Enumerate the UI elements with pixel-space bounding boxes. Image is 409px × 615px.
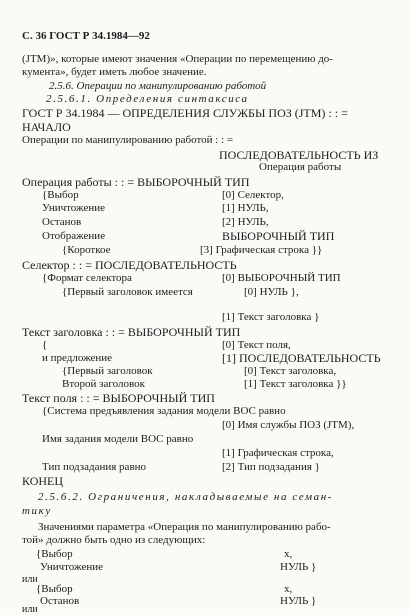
section-heading: 2.5.6.1. Определения синтаксиса <box>46 93 249 105</box>
syntax-line: [1] НУЛЬ, <box>222 202 269 214</box>
syntax-line: Операция работы <box>259 161 342 173</box>
syntax-line: Операции по манипулированию работой : : = <box>22 134 234 146</box>
syntax-line: Уничтожение <box>42 202 106 214</box>
syntax-line: {Выбор <box>36 548 73 560</box>
syntax-line: ГОСТ Р 34.1984 — ОПРЕДЕЛЕНИЯ СЛУЖБЫ ПОЗ (JTM) : : = <box>22 106 348 120</box>
syntax-line: Селектор : : = ПОСЛЕДОВАТЕЛЬНОСТЬ <box>22 258 237 272</box>
syntax-line: [0] Текст заголовка, <box>244 365 337 377</box>
syntax-line: {Первый заголовок <box>62 365 153 377</box>
syntax-line: {Формат селектора <box>42 272 132 284</box>
text-line: кумента», будет иметь любое значение. <box>22 66 207 78</box>
syntax-line: [1] Графическая строка, <box>222 447 334 459</box>
syntax-line: Останов <box>42 216 82 228</box>
syntax-line: Текст поля : : = ВЫБОРОЧНЫЙ ТИП <box>22 391 215 405</box>
syntax-line: x, <box>284 548 293 560</box>
syntax-line: [0] Имя службы ПОЗ (JTM), <box>222 419 355 431</box>
text-line: Значениями параметра «Операция по манипулированию рабо- <box>38 521 331 533</box>
syntax-line: {Первый заголовок имеется <box>62 286 193 298</box>
syntax-line: [0] Текст поля, <box>222 339 291 351</box>
syntax-line: Операция работы : : = ВЫБОРОЧНЫЙ ТИП <box>22 175 250 189</box>
syntax-line: [1] Текст заголовка }} <box>244 378 347 390</box>
syntax-line: Останов <box>40 595 80 607</box>
syntax-line: Отображение <box>42 230 106 242</box>
syntax-line: НУЛЬ } <box>280 595 317 607</box>
syntax-line: ВЫБОРОЧНЫЙ ТИП <box>222 229 335 243</box>
syntax-line: [1] Текст заголовка } <box>222 311 320 323</box>
syntax-line: КОНЕЦ <box>22 474 64 488</box>
syntax-line: [2] Тип подзадания } <box>222 461 320 473</box>
syntax-line: или <box>22 604 38 615</box>
syntax-line: НУЛЬ } <box>280 561 317 573</box>
syntax-line: [0] ВЫБОРОЧНЫЙ ТИП <box>222 272 341 284</box>
section-heading: 2.5.6.2. Ограничения, накладываемые на семан- <box>38 491 334 503</box>
syntax-line: [1] ПОСЛЕДОВАТЕЛЬНОСТЬ <box>222 351 381 365</box>
syntax-line: или <box>22 574 38 585</box>
syntax-line: [3] Графическая строка }} <box>200 244 323 256</box>
text-line: той» должно быть одно из следующих: <box>22 534 206 546</box>
syntax-line: [0] НУЛЬ }, <box>244 286 299 298</box>
page-header: С. 36 ГОСТ Р 34.1984—92 <box>22 30 150 42</box>
syntax-line: {Система предъявления задания модели ВОС равно <box>42 405 286 417</box>
syntax-line: ПОСЛЕДОВАТЕЛЬНОСТЬ ИЗ <box>219 148 379 162</box>
section-heading: 2.5.6. Операции по манипулированию работой <box>49 80 267 92</box>
syntax-line: Второй заголовок <box>62 378 145 390</box>
syntax-line: [2] НУЛЬ, <box>222 216 269 228</box>
text-line: (JTM)», которые имеют значения «Операции по перемещению до- <box>22 53 333 65</box>
syntax-line: Имя задания модели ВОС равно <box>42 433 194 445</box>
syntax-line: Текст заголовка : : = ВЫБОРОЧНЫЙ ТИП <box>22 325 241 339</box>
syntax-line: Уничтожение <box>40 561 104 573</box>
syntax-line: и предложение <box>42 352 113 364</box>
section-heading: тику <box>22 505 52 517</box>
syntax-line: {Выбор <box>42 189 79 201</box>
syntax-line: x, <box>284 583 293 595</box>
syntax-line: Тип подзадания равно <box>42 461 147 473</box>
syntax-line: [0] Селектор, <box>222 189 284 201</box>
syntax-line: {Выбор <box>36 583 73 595</box>
syntax-line: {Короткое <box>62 244 111 256</box>
syntax-line: { <box>42 339 48 351</box>
syntax-line: НАЧАЛО <box>22 120 71 134</box>
